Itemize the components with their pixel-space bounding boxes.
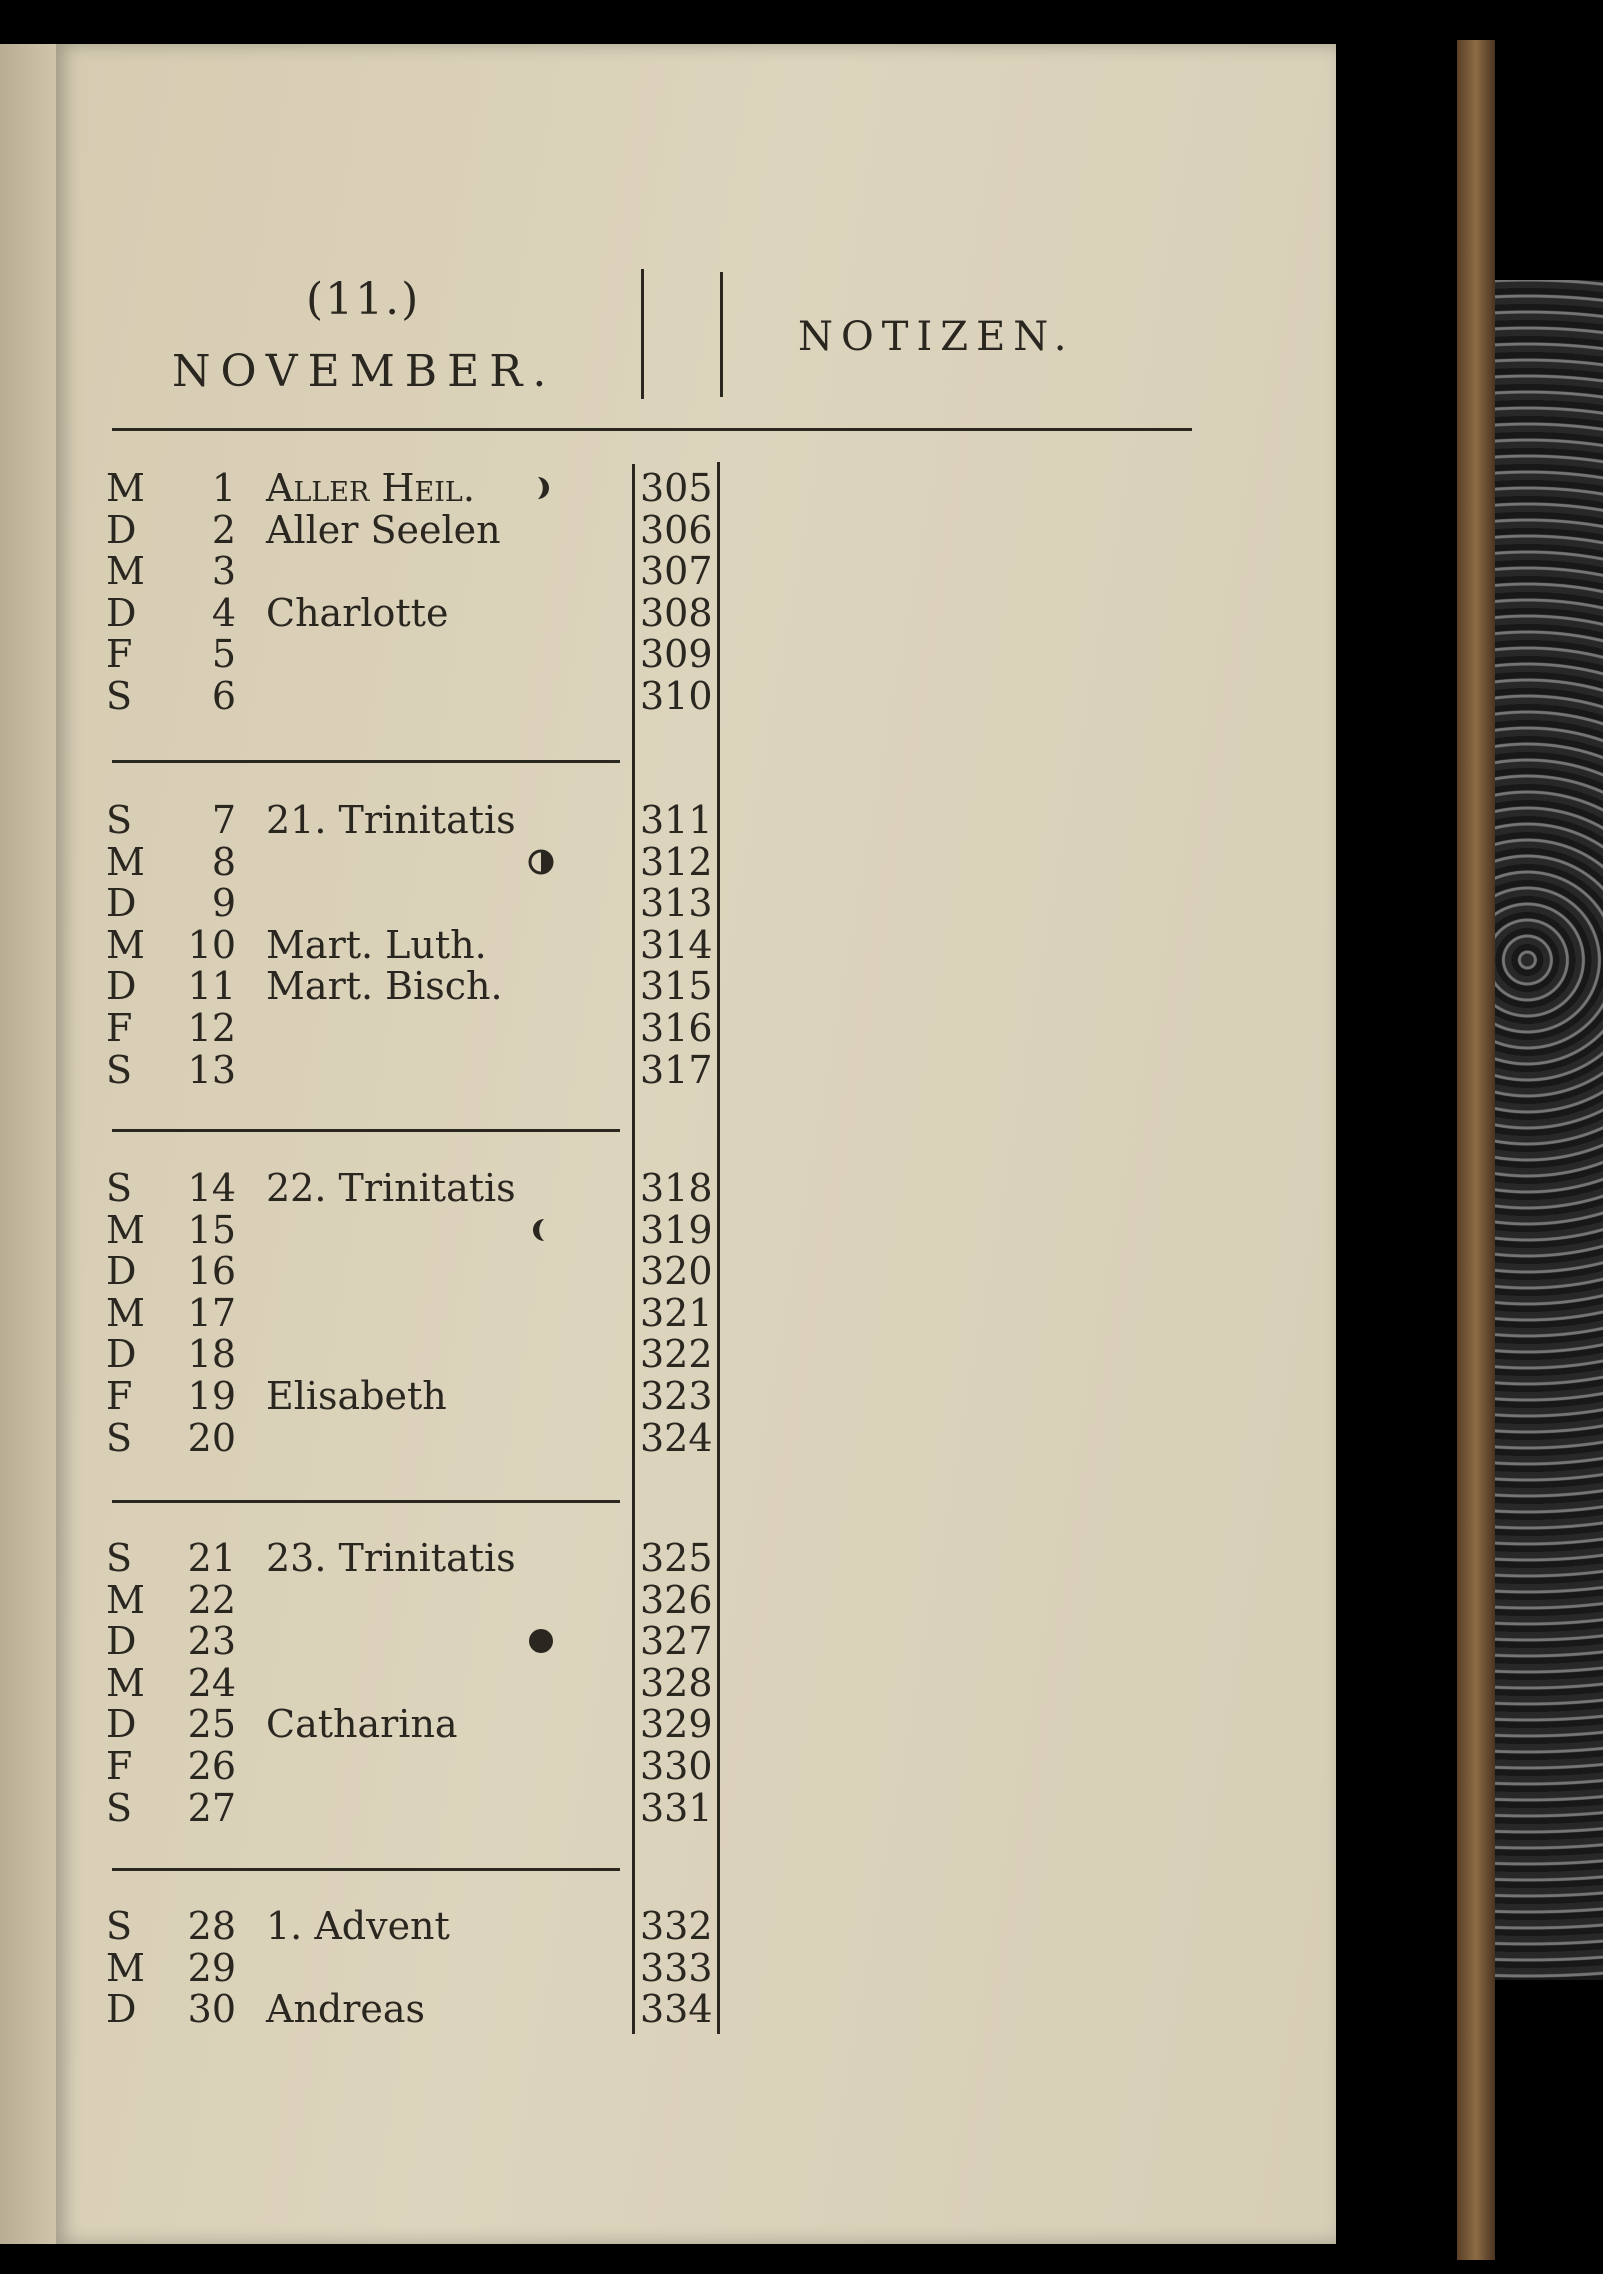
weekday-letter: D <box>106 1987 137 2032</box>
day-number: 28 <box>187 1904 236 1948</box>
weekday-letter: S <box>106 1536 133 1580</box>
weekday-letter: S <box>106 674 133 718</box>
week-separator <box>112 1500 620 1503</box>
year-day-number: 324 <box>640 1415 713 1460</box>
day-number: 19 <box>187 1374 236 1418</box>
day-name: Elisabeth <box>266 1374 447 1418</box>
day-row <box>56 507 776 552</box>
year-day-number: 320 <box>640 1249 713 1294</box>
day-row <box>56 922 776 967</box>
year-day-number: 311 <box>640 798 713 842</box>
page-gutter <box>0 44 56 2244</box>
day-number: 30 <box>187 1987 236 2032</box>
day-number: 5 <box>211 632 236 677</box>
year-day-number: 318 <box>640 1166 713 1210</box>
year-day-number: 333 <box>640 1945 713 1990</box>
day-row <box>56 1906 776 1946</box>
day-row <box>56 1207 776 1252</box>
weekday-letter: M <box>106 922 145 967</box>
day-number: 24 <box>187 1660 236 1705</box>
day-number: 9 <box>211 881 236 926</box>
day-number: 18 <box>187 1332 236 1377</box>
week-separator <box>112 1129 620 1132</box>
day-row <box>56 676 776 716</box>
year-day-number: 334 <box>640 1987 713 2032</box>
day-name: Aller Heil. <box>266 466 475 510</box>
day-row <box>56 1785 776 1830</box>
month-number: (11.) <box>306 274 421 325</box>
day-row <box>56 1538 776 1578</box>
day-row <box>56 964 776 1009</box>
week-separator <box>112 760 620 763</box>
year-day-number: 322 <box>640 1332 713 1377</box>
weekday-letter: F <box>106 632 133 677</box>
day-number: 13 <box>187 1047 236 1092</box>
weekday-letter: F <box>106 1374 133 1418</box>
day-name: 1. Advent <box>266 1904 450 1948</box>
year-day-number: 308 <box>640 590 713 635</box>
weekday-letter: M <box>106 1290 145 1335</box>
weekday-letter: M <box>106 1945 145 1990</box>
book-spine-edge <box>1457 40 1495 2260</box>
day-number: 22 <box>187 1577 236 1622</box>
day-row <box>56 468 776 508</box>
day-row <box>56 590 776 635</box>
marbled-cover <box>1495 280 1603 1980</box>
day-row <box>56 800 776 840</box>
day-row <box>56 1332 776 1377</box>
year-day-number: 307 <box>640 549 713 594</box>
day-row <box>56 1619 776 1664</box>
day-row <box>56 1415 776 1460</box>
weekday-letter: F <box>106 1006 133 1050</box>
year-day-number: 310 <box>640 674 713 718</box>
day-number: 2 <box>211 507 236 552</box>
day-number: 15 <box>187 1207 236 1252</box>
day-number: 29 <box>187 1945 236 1990</box>
weekday-letter: S <box>106 1904 133 1948</box>
year-day-number: 309 <box>640 632 713 677</box>
new-moon-icon <box>526 1626 556 1656</box>
last-quarter-moon-icon <box>526 1215 556 1245</box>
weekday-letter: M <box>106 1207 145 1252</box>
day-number: 10 <box>187 922 236 967</box>
day-number: 27 <box>187 1785 236 1830</box>
year-day-number: 332 <box>640 1904 713 1948</box>
year-day-number: 314 <box>640 922 713 967</box>
year-day-number: 326 <box>640 1577 713 1622</box>
weekday-letter: D <box>106 1332 137 1377</box>
weekday-letter: M <box>106 1660 145 1705</box>
year-day-number: 328 <box>640 1660 713 1705</box>
day-name: Aller Seelen <box>266 507 501 552</box>
year-day-number: 317 <box>640 1047 713 1092</box>
month-title: NOVEMBER. <box>172 346 557 397</box>
first-quarter-moon-icon <box>526 473 556 503</box>
day-name: Mart. Bisch. <box>266 964 503 1009</box>
day-number: 25 <box>187 1702 236 1747</box>
week-separator <box>112 1868 620 1871</box>
day-number: 17 <box>187 1290 236 1335</box>
day-number: 23 <box>187 1619 236 1664</box>
day-name: Charlotte <box>266 590 449 635</box>
weekday-letter: D <box>106 507 137 552</box>
day-row <box>56 1660 776 1705</box>
day-row <box>56 1376 776 1416</box>
year-day-number: 319 <box>640 1207 713 1252</box>
day-row <box>56 1249 776 1294</box>
year-day-number: 323 <box>640 1374 713 1418</box>
day-number: 1 <box>211 466 236 510</box>
weekday-letter: D <box>106 881 137 926</box>
year-day-number: 321 <box>640 1290 713 1335</box>
day-row <box>56 1702 776 1747</box>
day-name: Catharina <box>266 1702 458 1747</box>
weekday-letter: M <box>106 1577 145 1622</box>
weekday-letter: M <box>106 839 145 884</box>
day-number: 14 <box>187 1166 236 1210</box>
day-row <box>56 1577 776 1622</box>
weekday-letter: S <box>106 1047 133 1092</box>
almanac-page <box>56 44 1336 2244</box>
day-row <box>56 839 776 884</box>
year-day-number: 305 <box>640 466 713 510</box>
day-row <box>56 1008 776 1048</box>
year-day-number: 330 <box>640 1744 713 1788</box>
day-number: 20 <box>187 1415 236 1460</box>
year-day-number: 329 <box>640 1702 713 1747</box>
year-day-number: 316 <box>640 1006 713 1050</box>
weekday-letter: S <box>106 1785 133 1830</box>
day-number: 3 <box>211 549 236 594</box>
day-row <box>56 1987 776 2032</box>
weekday-letter: M <box>106 549 145 594</box>
header-divider-left <box>641 269 644 399</box>
weekday-letter: D <box>106 1249 137 1294</box>
day-row <box>56 549 776 594</box>
weekday-letter: F <box>106 1744 133 1788</box>
weekday-letter: S <box>106 798 133 842</box>
weekday-letter: M <box>106 466 145 510</box>
year-day-number: 312 <box>640 839 713 884</box>
weekday-letter: D <box>106 1702 137 1747</box>
year-day-number: 315 <box>640 964 713 1009</box>
weekday-letter: D <box>106 964 137 1009</box>
day-name: 21. Trinitatis <box>266 798 516 842</box>
full-moon-icon <box>526 847 556 877</box>
year-day-number: 331 <box>640 1785 713 1830</box>
day-row <box>56 1290 776 1335</box>
day-name: 23. Trinitatis <box>266 1536 516 1580</box>
day-number: 8 <box>211 839 236 884</box>
day-row <box>56 1746 776 1786</box>
day-name: Mart. Luth. <box>266 922 487 967</box>
day-number: 26 <box>187 1744 236 1788</box>
day-name: Andreas <box>266 1987 426 2032</box>
day-name: 22. Trinitatis <box>266 1166 516 1210</box>
year-day-number: 327 <box>640 1619 713 1664</box>
notes-title: NOTIZEN. <box>798 314 1075 360</box>
day-number: 21 <box>187 1536 236 1580</box>
day-number: 4 <box>211 590 236 635</box>
weekday-letter: D <box>106 1619 137 1664</box>
day-number: 11 <box>187 964 236 1009</box>
day-number: 7 <box>211 798 236 842</box>
day-row <box>56 632 776 677</box>
day-number: 16 <box>187 1249 236 1294</box>
year-day-number: 313 <box>640 881 713 926</box>
year-day-number: 325 <box>640 1536 713 1580</box>
header-divider-right <box>720 272 723 397</box>
day-row <box>56 1945 776 1990</box>
header-rule <box>112 428 1192 431</box>
day-row <box>56 1047 776 1092</box>
weekday-letter: S <box>106 1166 133 1210</box>
day-row <box>56 1168 776 1208</box>
year-day-number: 306 <box>640 507 713 552</box>
weekday-letter: S <box>106 1415 133 1460</box>
day-number: 12 <box>187 1006 236 1050</box>
day-row <box>56 881 776 926</box>
day-number: 6 <box>211 674 236 718</box>
weekday-letter: D <box>106 590 137 635</box>
